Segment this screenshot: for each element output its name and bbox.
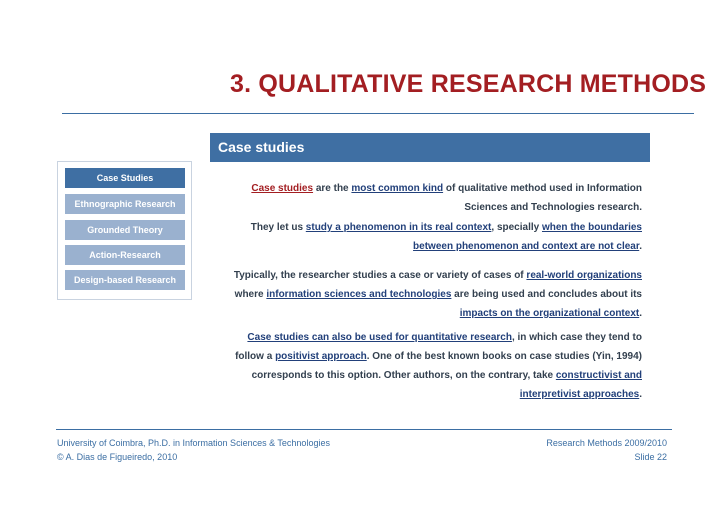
text: are being used and concludes about its [451, 289, 642, 300]
text: where [234, 289, 267, 300]
footer-institution: University of Coimbra, Ph.D. in Information Sciences & Technologies [57, 438, 330, 448]
link-boundaries[interactable]: when the boundaries between phenomenon and context are not clear [413, 222, 642, 252]
footer-divider [56, 429, 672, 430]
text: are the [313, 183, 352, 194]
footer-course: Research Methods 2009/2010 [546, 438, 667, 448]
text: . [639, 389, 642, 400]
paragraph-quantitative [222, 328, 642, 404]
nav-item-action-research[interactable]: Action-Research [65, 245, 185, 265]
paragraph-real-context [222, 218, 642, 256]
footer-slide-number: Slide 22 [634, 452, 667, 462]
section-label: Case studies [218, 139, 305, 155]
link-real-world-organizations[interactable]: real-world organizations [526, 270, 642, 281]
nav-item-ethnographic-research[interactable]: Ethnographic Research [65, 194, 185, 214]
link-real-context[interactable]: study a phenomenon in its real context [305, 222, 492, 233]
link-most-common-kind[interactable]: most common kind [351, 183, 444, 194]
link-positivist-approach[interactable]: positivist approach [275, 351, 367, 362]
footer-copyright: © A. Dias de Figueiredo, 2010 [57, 452, 178, 462]
nav-item-case-studies[interactable]: Case Studies [65, 168, 185, 188]
link-information-sciences[interactable]: information sciences and technologies [266, 289, 452, 300]
text: . [639, 308, 642, 319]
slide-title: 3. QUALITATIVE RESEARCH METHODS [230, 70, 707, 98]
nav-item-design-based-research[interactable]: Design-based Research [65, 270, 185, 290]
link-impacts[interactable]: impacts on the organizational context [459, 308, 640, 319]
text: . One of the best known books on case studies (Yin, 1994) corresponds to this option. Other authors, on the contrary, take [251, 351, 642, 381]
nav-item-grounded-theory[interactable]: Grounded Theory [65, 220, 185, 240]
paragraph-typical-study [222, 266, 642, 323]
text: of qualitative method used in Information Sciences and Technologies research. [443, 183, 642, 213]
paragraph-definition [222, 179, 642, 217]
text: . [639, 241, 642, 252]
link-constructivist-approaches[interactable]: constructivist and interpretivist approaches [519, 370, 642, 400]
link-quantitative-research[interactable]: Case studies can also be used for quantitative research [247, 332, 512, 343]
text: Typically, the researcher studies a case or variety of cases of [233, 270, 527, 281]
text: They let us [250, 222, 306, 233]
text: , specially [491, 222, 542, 233]
title-divider [62, 113, 694, 114]
link-case-studies[interactable]: Case studies [251, 183, 314, 194]
text: , in which case they tend to follow a [235, 332, 642, 362]
